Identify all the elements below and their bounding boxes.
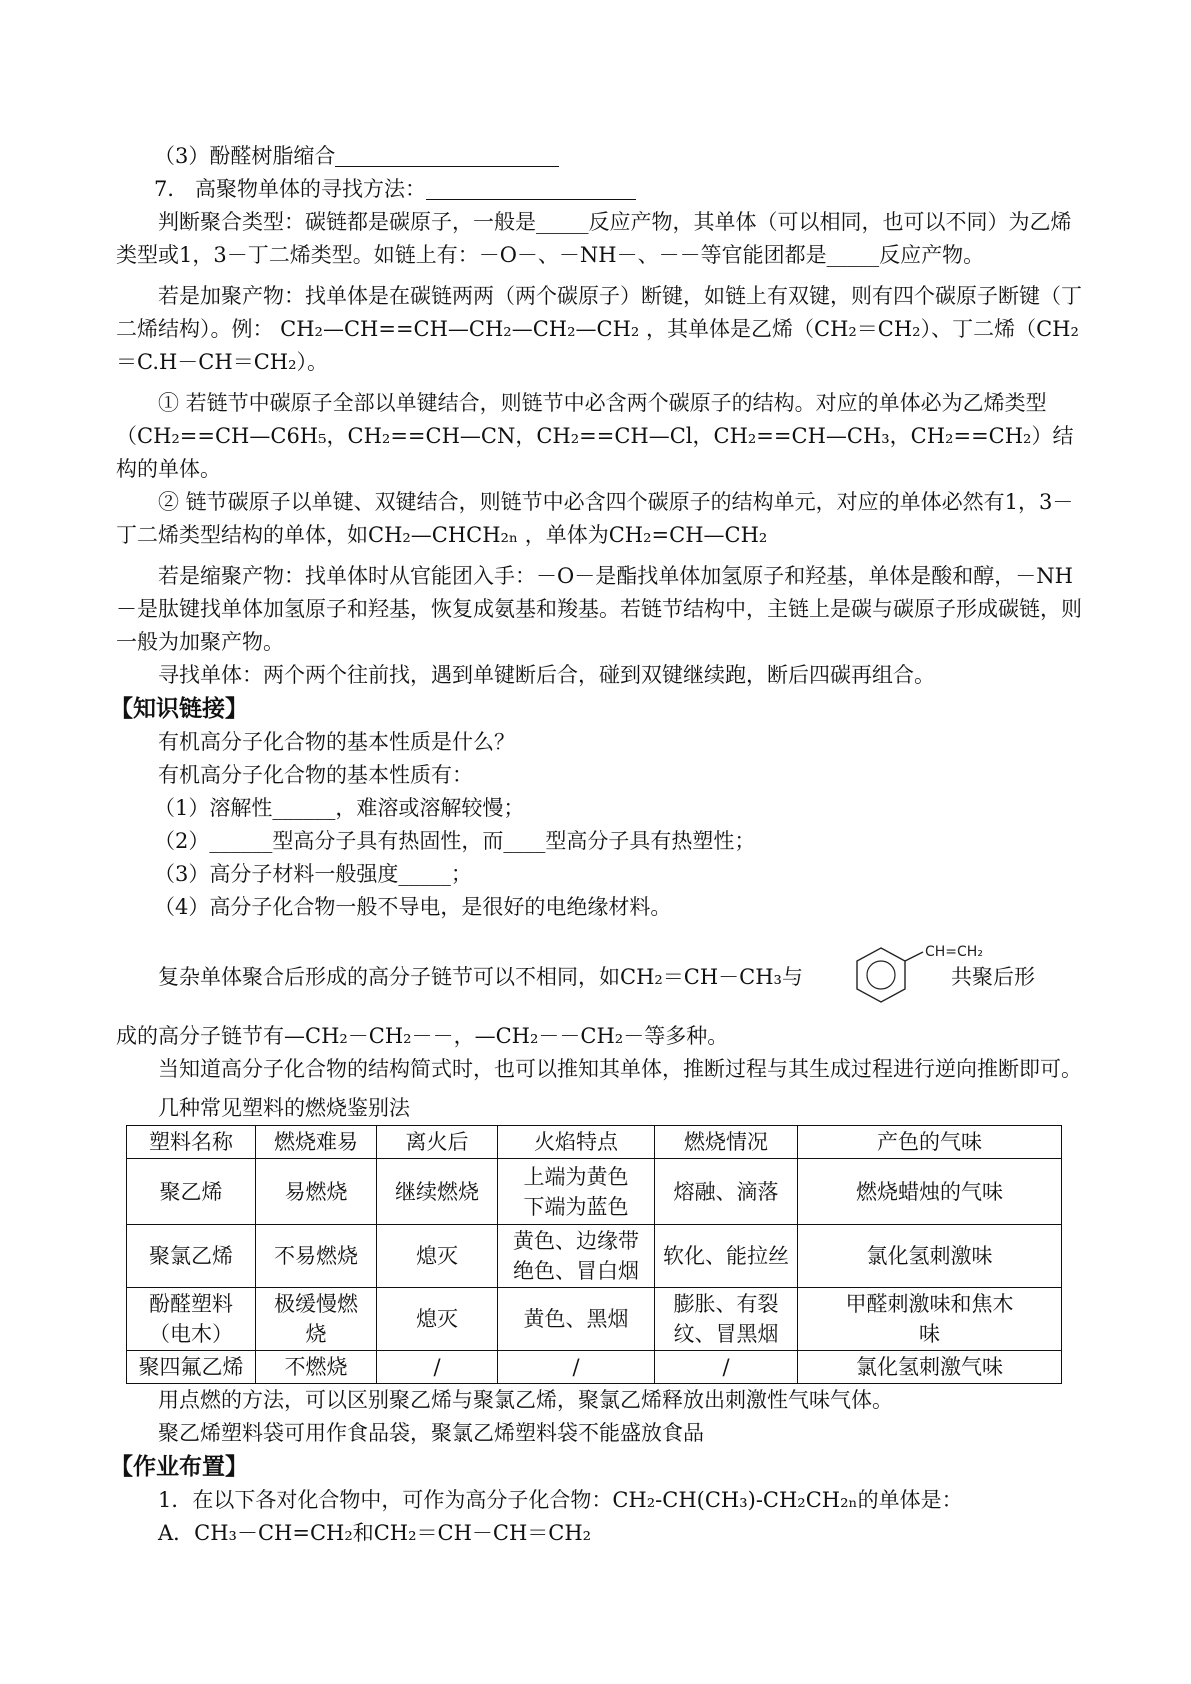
col-header: 燃烧情况 bbox=[655, 1126, 798, 1159]
paragraph: 判断聚合类型：碳链都是碳原子，一般是_____反应产物，其单体（可以相同，也可以不同）为乙烯类型或1，3－丁二烯类型。如链上有：－O－、－NH－、－－等官能团都是_____反应产物。 bbox=[116, 210, 1072, 267]
table-cell: 熄灭 bbox=[377, 1288, 498, 1351]
homework-option: A．CH₃－CH=CH₂和CH₂＝CH－CH＝CH₂ bbox=[158, 1521, 592, 1545]
paragraph: ① 若链节中碳原子全部以单键结合，则链节中必含两个碳原子的结构。对应的单体必为乙烯类型（CH₂==CH—C6H₅，CH₂==CH—CN，CH₂==CH—Cl，CH₂==CH—CH₃，CH₂==CH₂）结构的单体。 bbox=[116, 391, 1074, 481]
col-header: 火焰特点 bbox=[498, 1126, 655, 1159]
text-line: 有机高分子化合物的基本性质是什么？ bbox=[158, 730, 515, 754]
table-row bbox=[127, 1159, 1062, 1225]
table-cell: 甲醛刺激味和焦木 味 bbox=[798, 1288, 1062, 1351]
table-cell: / bbox=[655, 1351, 798, 1384]
homework-question: 1．在以下各对化合物中，可作为高分子化合物：CH₂-CH(CH₃)-CH₂CH₂ₙ的单体是： bbox=[158, 1488, 963, 1512]
table-cell: 熄灭 bbox=[377, 1225, 498, 1288]
text-line: 成的高分子链节有—CH₂－CH₂－－，—CH₂－－CH₂－等多种。 bbox=[116, 1024, 729, 1048]
table-title: 几种常见塑料的燃烧鉴别法 bbox=[158, 1096, 410, 1120]
plastics-burning-table bbox=[126, 1125, 1062, 1384]
table-cell: 聚四氟乙烯 bbox=[127, 1351, 256, 1384]
text-line: 有机高分子化合物的基本性质有： bbox=[158, 763, 473, 787]
table-cell: 黄色、黑烟 bbox=[498, 1288, 655, 1351]
table-cell: 极缓慢燃 烧 bbox=[256, 1288, 377, 1351]
table-cell: 易燃烧 bbox=[256, 1159, 377, 1225]
paragraph: 若是缩聚产物：找单体时从官能团入手：－O－是酯找单体加氢原子和羟基，单体是酸和醇，－NH－是肽键找单体加氢原子和羟基，恢复成氨基和羧基。若链节结构中，主链上是碳与碳原子形成碳链，则一般为加聚产物。 bbox=[116, 564, 1082, 654]
table-cell: 氯化氢刺激味 bbox=[798, 1225, 1062, 1288]
copolymer-text-end: 共聚后形 bbox=[950, 965, 1035, 989]
paragraph-copolymer bbox=[116, 944, 1082, 1006]
table-cell: 燃烧蜡烛的气味 bbox=[798, 1159, 1062, 1225]
table-cell: 软化、能拉丝 bbox=[655, 1225, 798, 1288]
col-header: 燃烧难易 bbox=[256, 1126, 377, 1159]
table-cell: 熔融、滴落 bbox=[655, 1159, 798, 1225]
table-cell: 继续燃烧 bbox=[377, 1159, 498, 1225]
paragraph: 聚乙烯塑料袋可用作食品袋，聚氯乙烯塑料袋不能盛放食品 bbox=[158, 1421, 704, 1445]
styrene-structure bbox=[809, 944, 983, 1006]
table-cell: 聚乙烯 bbox=[127, 1159, 256, 1225]
vinyl-group-label: CH=CH₂ bbox=[924, 944, 983, 960]
section-heading-homework: 【作业布置】 bbox=[110, 1454, 248, 1480]
section-heading-knowledge-link: 【知识链接】 bbox=[110, 696, 248, 722]
table-row bbox=[127, 1351, 1062, 1384]
text-line bbox=[116, 140, 1082, 173]
copolymer-text: 复杂单体聚合后形成的高分子链节可以不相同，如CH₂＝CH－CH₃与 bbox=[158, 965, 803, 989]
line-phenolic: （3）酚醛树脂缩合 bbox=[154, 144, 336, 168]
table-cell: 膨胀、有裂 纹、冒黑烟 bbox=[655, 1288, 798, 1351]
paragraph: 用点燃的方法，可以区别聚乙烯与聚氯乙烯，聚氯乙烯释放出刺激性气味气体。 bbox=[158, 1388, 893, 1412]
table-row bbox=[127, 1288, 1062, 1351]
paragraph: 寻找单体：两个两个往前找，遇到单键断后合，碰到双键继续跑，断后四碳再组合。 bbox=[158, 663, 935, 687]
list-item: （1）溶解性______，难溶或溶解较慢； bbox=[154, 796, 525, 820]
table-cell: 酚醛塑料 （电木） bbox=[127, 1288, 256, 1351]
table-cell: / bbox=[377, 1351, 498, 1384]
answer-blank bbox=[335, 144, 559, 167]
table-cell: 聚氯乙烯 bbox=[127, 1225, 256, 1288]
paragraph: 当知道高分子化合物的结构简式时，也可以推知其单体，推断过程与其生成过程进行逆向推断即可。 bbox=[158, 1057, 1082, 1081]
paragraph: ② 链节碳原子以单键、双键结合，则链节中必含四个碳原子的结构单元，对应的单体必然有1，3－丁二烯类型结构的单体，如CH₂—CHCH₂ₙ ，单体为CH₂=CH—CH₂ bbox=[116, 490, 1074, 547]
list-item: （3）高分子材料一般强度_____； bbox=[154, 862, 472, 886]
answer-blank bbox=[426, 177, 636, 200]
document-content bbox=[110, 140, 1082, 1550]
table-cell: 氯化氢刺激气味 bbox=[798, 1351, 1062, 1384]
col-header: 离火后 bbox=[377, 1126, 498, 1159]
text-line bbox=[116, 173, 1082, 206]
paragraph: 若是加聚产物：找单体是在碳链两两（两个碳原子）断键，如链上有双键，则有四个碳原子断键（丁二烯结构）。例： CH₂—CH==CH—CH₂—CH₂—CH₂ ，其单体是乙烯（CH₂＝CH₂）、丁二烯（CH₂＝C.H－CH＝CH₂）。 bbox=[116, 284, 1082, 374]
table-header-row bbox=[127, 1126, 1062, 1159]
list-item: （4）高分子化合物一般不导电，是很好的电绝缘材料。 bbox=[154, 895, 672, 919]
list-item: （2）______型高分子具有热固性，而____型高分子具有热塑性； bbox=[154, 829, 756, 853]
col-header: 塑料名称 bbox=[127, 1126, 256, 1159]
table-cell: 上端为黄色 下端为蓝色 bbox=[498, 1159, 655, 1225]
table-row bbox=[127, 1225, 1062, 1288]
table-cell: 不易燃烧 bbox=[256, 1225, 377, 1288]
table-cell: 黄色、边缘带 绝色、冒白烟 bbox=[498, 1225, 655, 1288]
table-cell: 不燃烧 bbox=[256, 1351, 377, 1384]
col-header: 产色的气味 bbox=[798, 1126, 1062, 1159]
line-monomer-method: 7． 高聚物单体的寻找方法： bbox=[154, 177, 427, 201]
table-cell: / bbox=[498, 1351, 655, 1384]
